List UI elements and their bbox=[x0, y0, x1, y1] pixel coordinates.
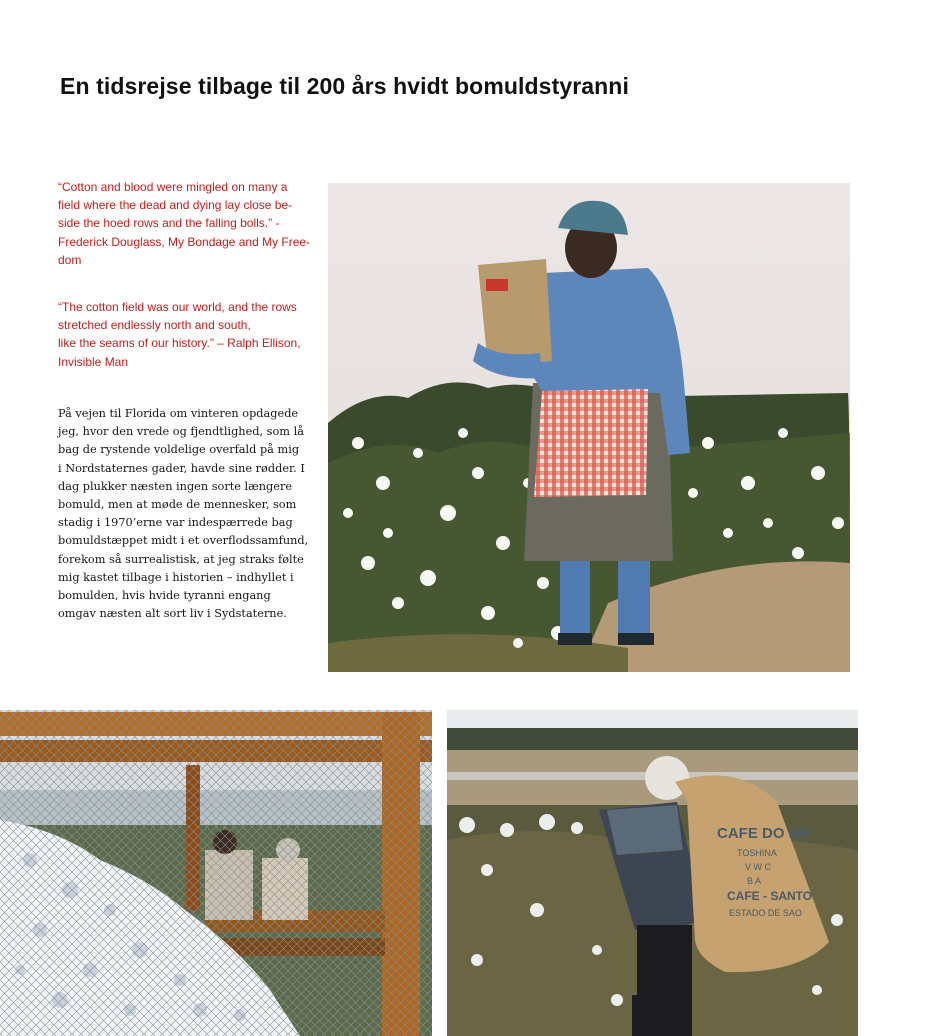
photo-woman-in-cotton-field bbox=[328, 183, 850, 672]
quote-line: field where the dead and dying lay close be- bbox=[58, 198, 293, 213]
photo-woman-with-sack bbox=[447, 710, 858, 1036]
body-line: bomuld, men at møde de mennesker, som bbox=[58, 498, 297, 512]
quote-line: side the hoed rows and the falling bolls.” - bbox=[58, 216, 280, 231]
sack-print-line: ESTADO DE SAO bbox=[729, 908, 802, 918]
article-title: En tidsrejse tilbage til 200 års hvidt bomuldstyranni bbox=[60, 73, 629, 100]
body-line: bomuldstæppet midt i et overflodssamfund, bbox=[58, 534, 309, 548]
quote-douglass bbox=[58, 178, 320, 269]
quote-line: dom bbox=[58, 252, 82, 267]
body-line: bomulden, hvis hvide tyranni engang bbox=[58, 589, 271, 603]
sack-print-line: V W C bbox=[745, 862, 771, 872]
body-line: mig kastet tilbage i historien – indhyllet i bbox=[58, 570, 294, 584]
body-line: bag de rystende voldelige overfald på mig bbox=[58, 443, 300, 457]
quote-line: stretched endlessly north and south, bbox=[58, 318, 251, 333]
body-line: omgav næsten alt sort liv i Sydstaterne. bbox=[58, 607, 287, 621]
quote-ellison bbox=[58, 298, 320, 371]
sack-print-line: CAFE - SANTO bbox=[727, 889, 813, 903]
body-line: jeg, hvor den vrede og fjendtlighed, som lå bbox=[58, 425, 304, 439]
quote-line: Invisible Man bbox=[58, 354, 129, 369]
body-paragraph bbox=[58, 405, 320, 623]
body-line: forekom så surrealistisk, at jeg straks følte bbox=[58, 552, 304, 566]
quote-line: “The cotton field was our world, and the rows bbox=[58, 300, 297, 314]
quote-line: like the seams of our history.” – Ralph Ellison, bbox=[58, 336, 301, 351]
body-line: På vejen til Florida om vinteren opdagede bbox=[58, 407, 299, 420]
body-line: i Nordstaternes gader, havde sine rødder. I bbox=[58, 461, 305, 475]
body-line: dag plukker næsten ingen sorte længere bbox=[58, 479, 293, 493]
sack-print-line: B A bbox=[747, 876, 762, 886]
quote-line: “Cotton and blood were mingled on many a bbox=[58, 180, 288, 194]
sack-print-line: CAFE DO BR bbox=[717, 825, 811, 842]
quote-line: Frederick Douglass, My Bondage and My Free- bbox=[58, 234, 311, 249]
sack-print-line: TOSHINA bbox=[737, 848, 777, 858]
body-line: stadig i 1970’erne var indespærrede bag bbox=[58, 516, 293, 530]
photo-cotton-trailer bbox=[0, 710, 432, 1036]
